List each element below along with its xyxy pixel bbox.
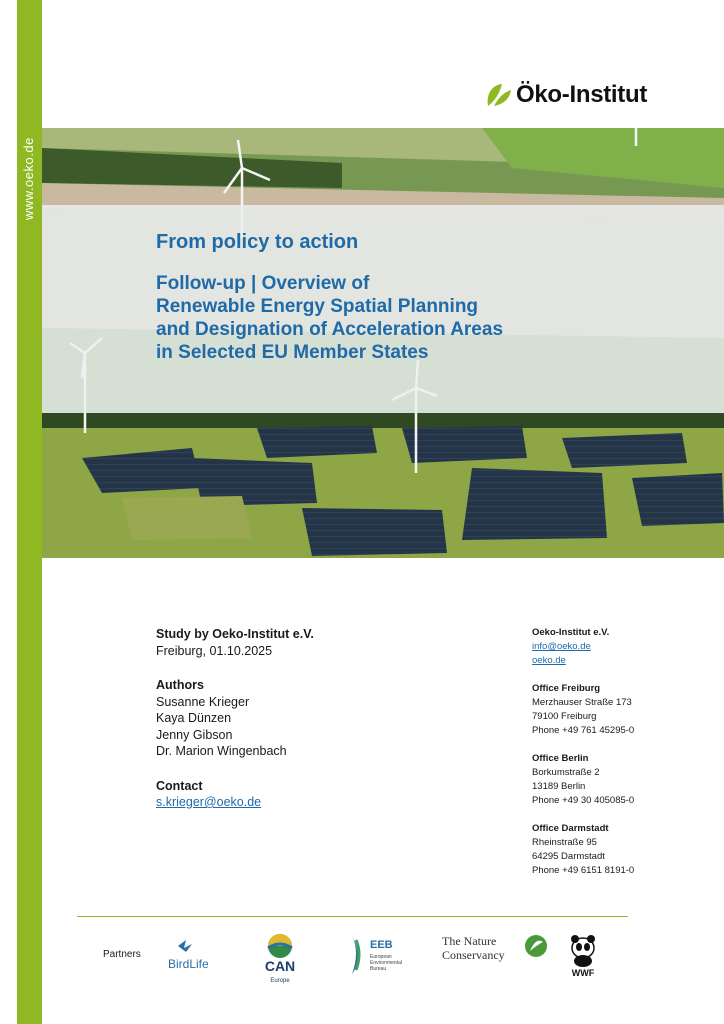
organization-web-link[interactable]: oeko.de [532,655,566,666]
wwf-text: WWF [571,968,595,978]
wwf-logo [566,934,600,978]
office-name: Office Freiburg [532,683,601,694]
can-subtext: Europe [270,978,290,984]
contact-email-link[interactable]: s.krieger@oeko.de [156,795,262,809]
can-logo [255,932,305,984]
eeb-subtext: Environmental [370,960,402,966]
tnc-text: The Nature [442,934,497,948]
eeb-logo [348,932,408,978]
side-url[interactable]: www.oeko.de [21,137,36,220]
can-text: CAN [264,958,296,974]
office-street: Merzhauser Straße 173 [532,697,632,708]
office-phone: Phone +49 761 45295-0 [532,725,635,736]
subtitle-line: in Selected EU Member States [156,342,429,363]
author-name: Kaya Dünzen [156,711,232,725]
subtitle-line: and Designation of Acceleration Areas [156,319,504,340]
nature-conservancy-logo [440,933,550,963]
partners-label: Partners [103,949,141,960]
eeb-text: EEB [370,939,393,951]
authors-heading: Authors [156,678,204,692]
office-city: 64295 Darmstadt [532,851,605,862]
office-phone: Phone +49 6151 8191-0 [532,865,635,876]
author-name: Jenny Gibson [156,727,233,742]
birdlife-text: BirdLife [168,957,209,971]
office-name: Office Darmstadt [532,823,609,834]
leaf-icon [484,82,512,108]
logo-text: Öko-Institut [516,81,648,108]
contact-heading: Contact [156,778,203,793]
office-street: Rheinstraße 95 [532,837,597,848]
office-phone: Phone +49 30 405085-0 [532,795,635,806]
office-info [532,626,634,878]
birdlife-logo [166,936,216,972]
eeb-subtext: European [370,954,392,960]
tnc-text: Conservancy [442,948,505,962]
study-place-date: Freiburg, 01.10.2025 [156,643,273,658]
author-name: Dr. Marion Wingenbach [156,744,287,758]
organization-email-link[interactable]: info@oeko.de [532,641,591,652]
eeb-subtext: Bureau [370,966,387,972]
report-subtitle [156,272,503,364]
report-title: From policy to action [156,231,359,253]
oeko-institut-logo [484,80,647,110]
footer-divider [77,916,628,917]
subtitle-line: Follow-up | Overview of [156,273,370,294]
office-city: 79100 Freiburg [532,711,597,722]
subtitle-line: Renewable Energy Spatial Planning [156,296,479,317]
author-name: Susanne Krieger [156,694,250,709]
study-heading: Study by Oeko-Institut e.V. [156,627,314,641]
office-city: 13189 Berlin [532,781,586,792]
study-info [156,626,314,811]
organization-name: Oeko-Institut e.V. [532,627,610,638]
office-street: Borkumstraße 2 [532,767,600,778]
office-name: Office Berlin [532,753,589,764]
